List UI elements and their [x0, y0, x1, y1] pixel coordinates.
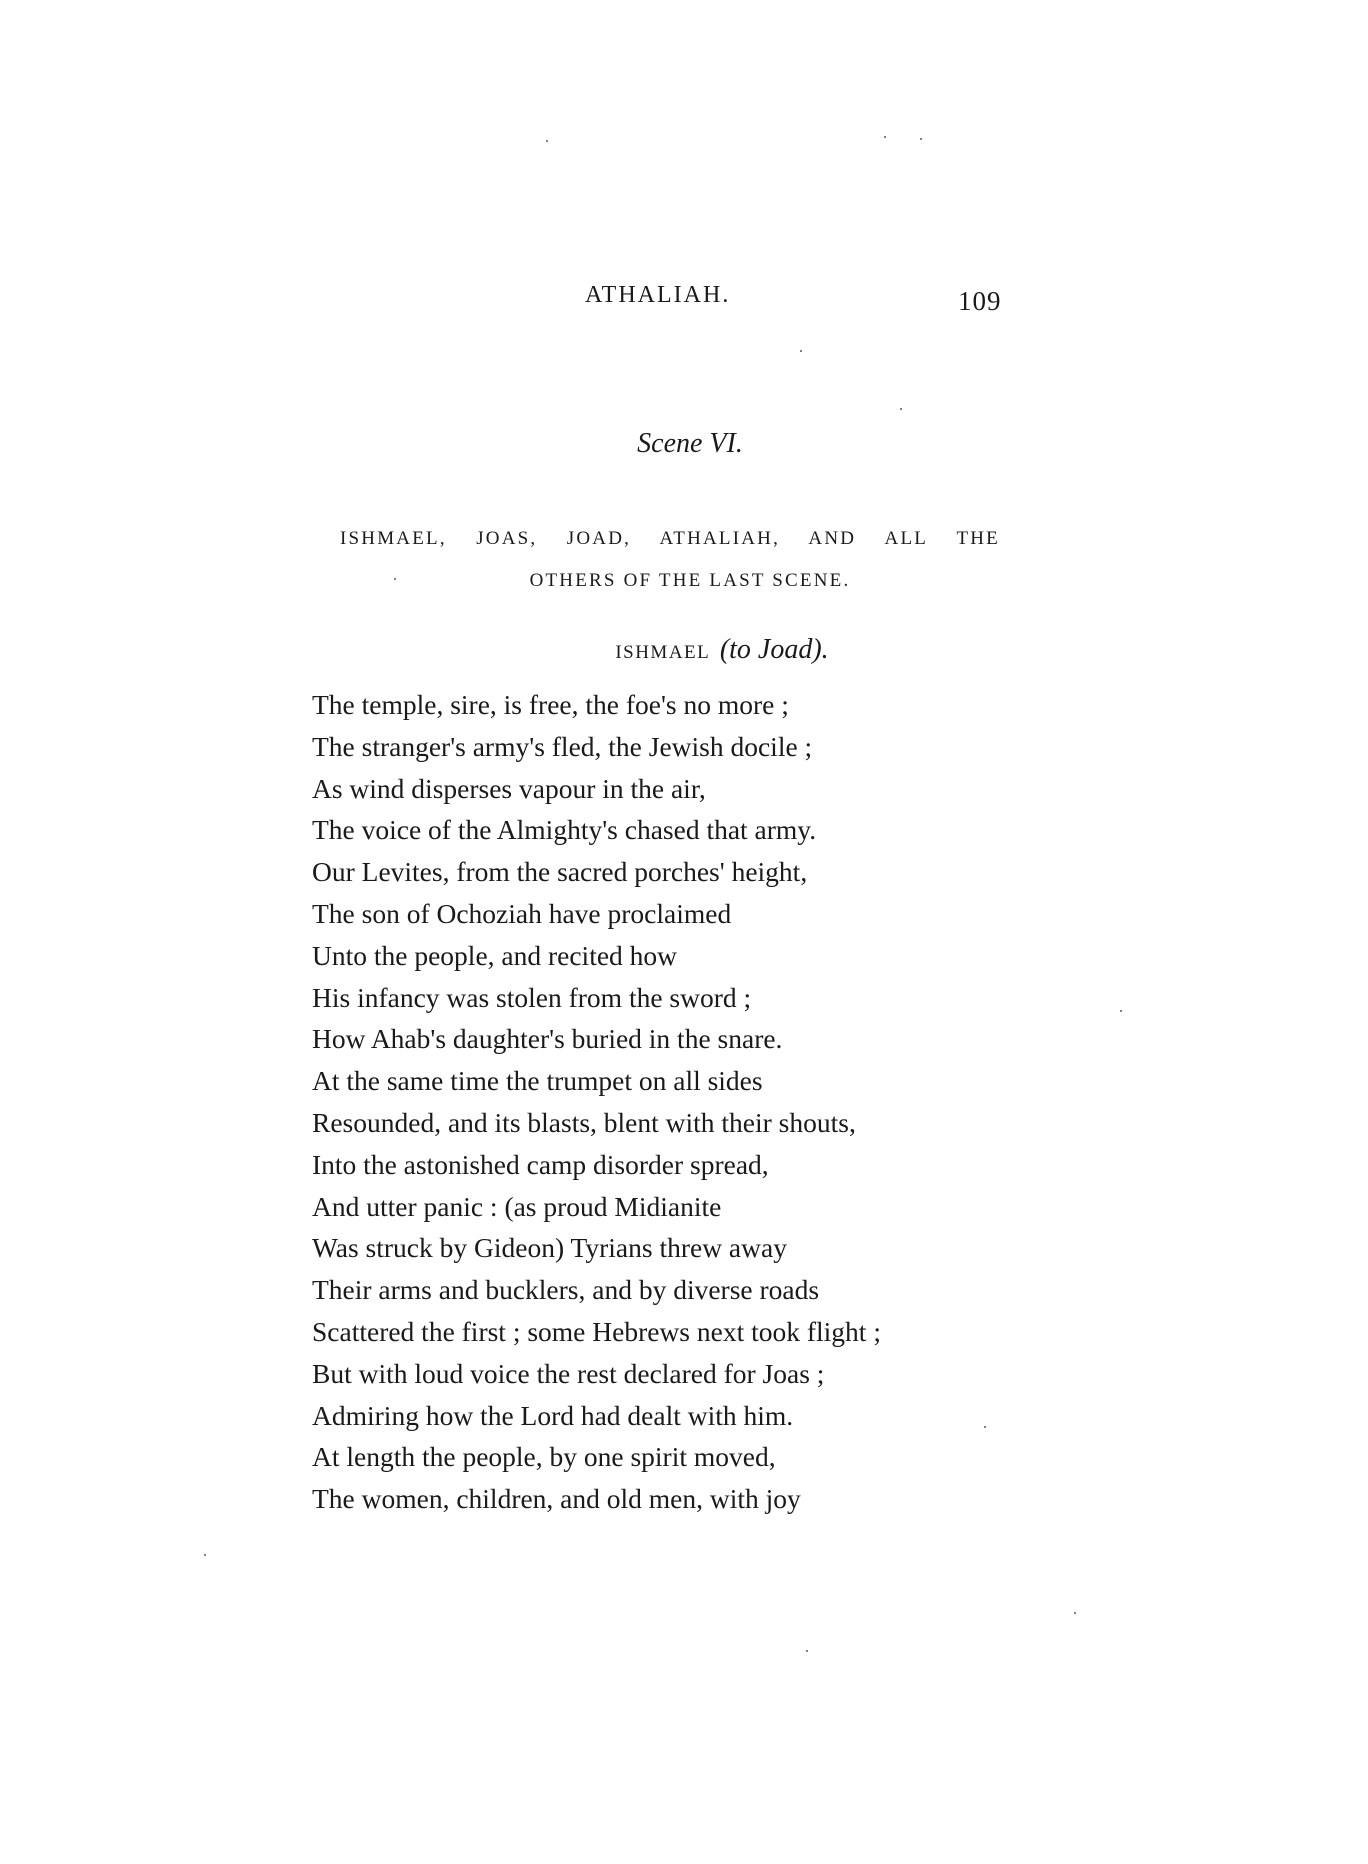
verse-line: As wind disperses vapour in the air,	[312, 772, 706, 804]
speaker-heading	[0, 634, 1368, 666]
stage-direction	[340, 518, 1000, 602]
scan-speck	[806, 1650, 808, 1652]
verse-line: And utter panic : (as proud Midianite	[312, 1190, 722, 1222]
verse-line: The stranger's army's fled, the Jewish docile ;	[312, 730, 813, 762]
verse-line: The voice of the Almighty's chased that army.	[312, 814, 817, 846]
verse-line: The son of Ochoziah have proclaimed	[312, 897, 732, 929]
verse-line: Unto the people, and recited how	[312, 939, 678, 971]
verse-line: Into the astonished camp disorder spread,	[312, 1148, 769, 1180]
verse-line: Admiring how the Lord had dealt with him.	[312, 1399, 794, 1431]
verse-line: Scattered the first ; some Hebrews next took flight ;	[312, 1315, 881, 1347]
verse-line: At the same time the trumpet on all sides	[312, 1065, 763, 1097]
verse-line: The women, children, and old men, with joy	[312, 1483, 801, 1515]
scan-speck	[546, 140, 548, 142]
speaker-direction: (to Joad).	[719, 634, 829, 665]
verse-line: Our Levites, from the sacred porches' height,	[312, 856, 808, 888]
running-head	[0, 282, 1368, 322]
stage-direction-line: OTHERS OF THE LAST SCENE.	[529, 570, 851, 591]
verse-block	[312, 684, 1032, 1520]
page-number: 109	[958, 286, 1002, 316]
running-title: ATHALIAH.	[585, 282, 731, 308]
verse-line: Their arms and bucklers, and by diverse roads	[312, 1274, 820, 1306]
verse-line: At length the people, by one spirit moved,	[312, 1441, 776, 1473]
verse-line: But with loud voice the rest declared for Joas ;	[312, 1357, 825, 1389]
scan-speck	[984, 1426, 986, 1428]
verse-line: Resounded, and its blasts, blent with their shouts,	[312, 1106, 856, 1138]
scan-speck	[394, 578, 396, 580]
verse-line: Was struck by Gideon) Tyrians threw away	[312, 1232, 787, 1264]
scan-speck	[204, 1554, 206, 1556]
scan-speck	[800, 350, 802, 352]
scan-speck	[920, 138, 922, 140]
speaker-name: ISHMAEL	[615, 642, 710, 663]
stage-direction-line: ISHMAEL, JOAS, JOAD, ATHALIAH, AND ALL THE	[340, 528, 1000, 549]
verse-line: How Ahab's daughter's buried in the snare.	[312, 1023, 783, 1055]
scan-speck	[1120, 1010, 1122, 1012]
verse-line: The temple, sire, is free, the foe's no more ;	[312, 689, 789, 720]
scan-speck	[884, 136, 886, 138]
scene-title: Scene VI.	[637, 428, 743, 459]
verse-line: His infancy was stolen from the sword ;	[312, 981, 752, 1013]
scan-speck	[900, 408, 902, 410]
scan-speck	[1074, 1612, 1076, 1614]
